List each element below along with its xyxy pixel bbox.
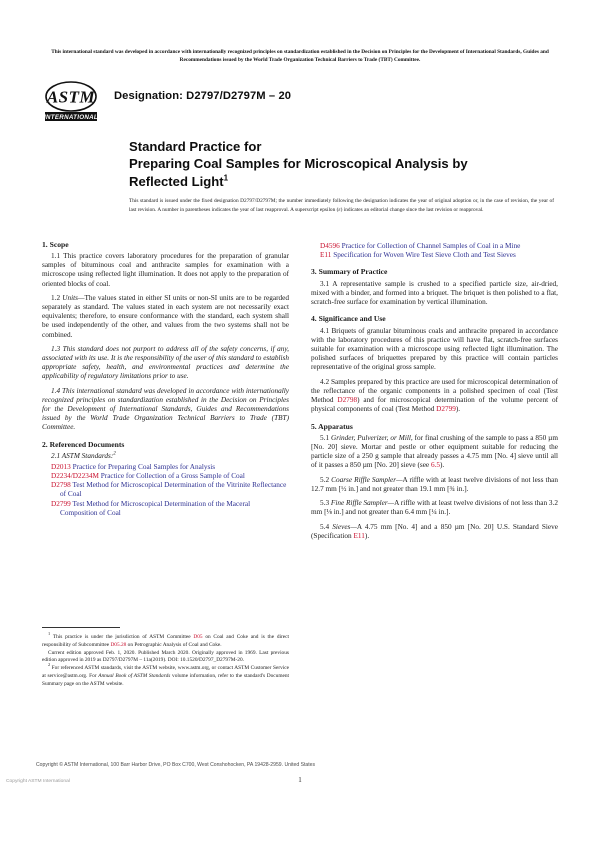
significance-4-2-text-c: ). [455,405,461,413]
apparatus-5-4-lead: Sieves— [332,522,357,531]
reference-link-d2798[interactable]: D2798 [337,395,358,404]
footnote-2-marker: 2 [48,662,51,668]
astm-standards-subheading-text: 2.1 ASTM Standards: [51,452,114,461]
footnote-2-text-a: For referenced ASTM standards, visit the ASTM website, www.astm.org, or contact ASTM Customer Service at service@astm.org. For [42,665,289,679]
reference-id[interactable]: D4596 [320,241,340,250]
svg-text:INTERNATIONAL: INTERNATIONAL [44,114,98,121]
left-column [42,240,289,518]
list-item[interactable] [51,481,289,499]
apparatus-5-2-number: 5.2 [320,475,332,484]
title-footnote-marker: 1 [223,173,229,183]
reference-title[interactable]: Test Method for Microscopical Determination of the Maceral Composition of Coal [60,499,251,517]
apparatus-5-3-rest: A riffle with at least twelve divisions of not less than 3.2 mm [⅛ in.] and not greater than 6.4 mm [¼ in.]. [311,499,558,517]
list-item[interactable] [320,250,558,260]
referenced-documents-list [42,463,289,518]
apparatus-paragraph-5-1 [311,434,558,471]
reference-link-d2799[interactable]: D2799 [436,405,456,413]
reference-title[interactable]: Practice for Preparing Coal Samples for Analysis [72,462,216,471]
apparatus-5-4-text-b: ). [364,531,370,540]
apparatus-5-1-lead: Grinder, Pulverizer, or Mill, [330,433,413,442]
svg-text:ASTM: ASTM [46,87,96,107]
apparatus-paragraph-5-3 [311,499,558,517]
significance-4-2-text-b: ) and for microscopical determination of the volume percent of physical components of coal (Test Method [311,395,559,413]
footnote-2 [42,662,289,688]
title-line-3-text: Reflected Light [129,173,224,189]
significance-paragraph-4-1: 4.1 Briquets of granular bituminous coals and anthracite prepared in accordance with the laboratory procedures of this practice will have flat, scratch-free surfaces suitable for examination with a microscope using reflected light illumination. The polished surfaces of briquettes prepared by this practice will contain particles representative of the original gross sample. [311,326,558,372]
list-item[interactable] [320,241,558,251]
section-heading-summary-of-practice: 3. Summary of Practice [311,267,388,277]
reference-title[interactable]: Practice for Collection of a Gross Sample of Coal [100,471,245,480]
issue-statement: This standard is issued under the fixed designation D2797/D2797M; the number immediately following the designation indicates the year of original adoption or, in the case of revision, the year of last revision. A number in parentheses indicates the year of last reapproval. A superscript epsilon (ε) indicates an editorial change since the last revision or reapproval. [129,198,554,213]
list-item[interactable] [51,499,289,518]
designation-text: Designation: D2797/D2797M – 20 [114,90,292,102]
reference-title[interactable]: Practice for Collection of Channel Samples of Coal in a Mine [341,241,521,250]
footnote-1 [42,631,289,650]
apparatus-5-3-lead: Fine Riffle Sampler— [330,499,395,508]
footnote-divider [42,627,120,628]
title-line-3 [129,173,554,190]
apparatus-5-1-text-a: for final crushing of the sample to pass a 850 µm [No. 20] sieve. Mortar and pestle or other equipment suitable for reducing the particle size of a 250 g sample that already passes a 4.75 mm [No. 4] sieve until all of it passes a 850 µm [No. 20] sieve (see [311,433,558,470]
scope-paragraph-1-2 [42,294,289,340]
footnote-1-marker: 1 [48,631,51,637]
significance-4-2-text-a: 4.2 Samples prepared by this practice are used for microscopical determination of the reflectance of the organic components in a polished specimen of coal (Test Method [311,377,558,404]
section-heading-scope: 1. Scope [42,240,69,249]
section-heading-apparatus: 5. Apparatus [311,421,353,431]
apparatus-paragraph-5-4 [311,523,558,541]
scope-1-2-number: 1.2 [51,293,63,302]
committee-link-d05[interactable]: D05 [193,634,203,640]
astm-standards-subheading [42,452,289,461]
reference-id[interactable]: D2234/D2234M [51,471,99,480]
section-heading-significance-and-use: 4. Significance and Use [311,314,386,324]
scope-paragraph-1-4: 1.4 This international standard was developed in accordance with internationally recognized principles on standardization established in the Decision on Principles for the Development of International Standards, Guides and Recommendations issued by the World Trade Organization Technical Barriers to Trade (TBT) Committee. [42,386,289,432]
footnote-1-text-c: on Petrographic Analysis of Coal and Coke. [126,641,222,648]
subcommittee-link-d0528[interactable]: D05.28 [110,641,127,648]
footnote-edition-info: Current edition approved Feb. 1, 2020. Published March 2020. Originally approved in 1969. Last previous edition approved in 2019 as D2797/D2797M – 11a(2019). DOI: 10.1520/D2797_D2797M-20. [42,649,289,664]
title-line-1: Standard Practice for [129,139,262,154]
section-heading-referenced-documents: 2. Referenced Documents [42,439,125,449]
apparatus-5-1-number: 5.1 [320,433,331,442]
footnote-2-italic: Annual Book of ASTM Standards [98,672,171,679]
apparatus-5-2-lead: Coarse Riffle Sampler— [331,475,403,484]
apparatus-5-1-text-b: ). [440,461,445,470]
page-title [129,138,554,190]
summary-paragraph-3-1: 3.1 A representative sample is crushed to a specified particle size, air-dried, mixed with a binder, and formed into a briquet. The briquet is then polished to a flat, scratch-free surface for examination by vertical illumination. [311,279,558,306]
reference-id[interactable]: D2799 [51,499,71,508]
scope-paragraph-1-1: 1.1 This practice covers laboratory procedures for the preparation of granular samples of bituminous coal and anthracite samples for examination with a microscope using reflected light illumination. It does not apply to the preparation of oriented blocks of coal. [42,252,289,288]
copyright-watermark: Copyright ASTM International [6,779,70,784]
astm-logo [44,80,100,122]
referenced-documents-list-continued [311,242,558,260]
scope-1-2-lead: Units— [62,293,85,302]
right-column [311,240,558,541]
astm-standards-footnote-marker: 2 [113,450,116,457]
page-number: 1 [298,776,302,784]
reference-title[interactable]: Test Method for Microscopical Determination of the Vitrinite Reflectance of Coal [60,481,287,499]
scope-1-2-rest: The values stated in either SI units or non-SI units are to be regarded separately as standard. The values stated in each system are not necessarily exact equivalents; therefore, to ensure conformance with the standard, each system shall be used independently of the other, and values from the two systems shall not be combined. [42,293,289,339]
title-line-2: Preparing Coal Samples for Microscopical Analysis by [129,156,468,172]
reference-title[interactable]: Specification for Woven Wire Test Sieve Cloth and Test Sieves [333,250,516,259]
cross-reference-link-6-5[interactable]: 6.5 [430,461,441,470]
apparatus-5-3-number: 5.3 [320,499,331,508]
reference-link-e11[interactable]: E11 [353,531,365,540]
footnote-1-text-a: This practice is under the jurisdiction of ASTM Committee [50,634,194,640]
apparatus-5-4-number: 5.4 [320,522,333,531]
scope-paragraph-1-3: 1.3 This standard does not purport to address all of the safety concerns, if any, associated with its use. It is the responsibility of the user of this standard to establish appropriate safety, health, and environmental practices and determine the applicability of regulatory limitations prior to use. [42,344,289,381]
list-item[interactable] [51,462,289,472]
copyright-notice: Copyright © ASTM International, 100 Barr Harbor Drive, PO Box C700, West Conshohocken, PA 19428-2959. United States [36,762,316,768]
footnote-1-text-b: on Coal and Coke and is the direct responsibility of Subcommittee [42,634,289,648]
apparatus-5-4-text-a: A 4.75 mm [No. 4] and a 850 µm [No. 20] U.S. Standard Sieve (Specification [311,522,558,540]
list-item[interactable] [51,471,289,481]
designation-row [44,80,554,122]
wto-notice: This international standard was developed in accordance with internationally recognized principles on standardization established in the Decision on Principles for the Development of International Standards, Guides and Recommendations issued by the World Trade Organization Technical Barriers to Trade (TBT) Committee. [51,49,549,64]
significance-paragraph-4-2 [311,378,558,415]
footnotes [42,631,289,689]
apparatus-paragraph-5-2 [311,476,558,494]
reference-id[interactable]: E11 [320,250,332,259]
footnote-2-text-b: volume information, refer to the standard's Document Summary page on the ASTM website. [42,672,289,687]
reference-id[interactable]: D2798 [51,481,71,490]
apparatus-5-2-rest: A riffle with at least twelve divisions of not less than 12.7 mm [½ in.] and not greater than 19.1 mm [¾ in.]. [311,475,559,493]
reference-id[interactable]: D2013 [51,462,71,471]
